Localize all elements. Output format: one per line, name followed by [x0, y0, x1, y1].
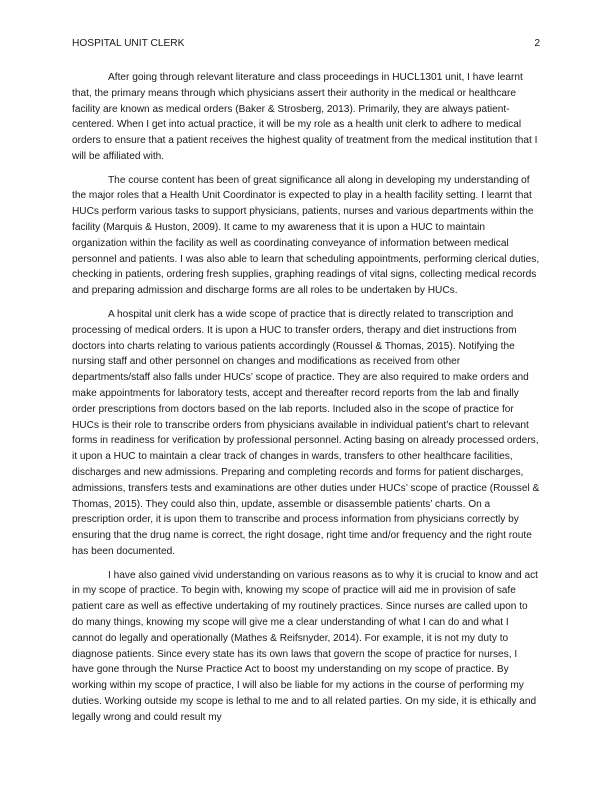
paragraph-1: After going through relevant literature and class proceedings in HUCL1301 unit, I have learnt that, the primary means through which physicians assert their authority in the medical or healthcare facility are known as medical orders (Baker & Strosberg, 2013). Primarily, they are always patient-centered. When I get into actual practice, it will be my role as a health unit clerk to adhere to medical orders to ensure that a patient receives the highest quality of treatment from the medical institution that I will be affiliated with.: [72, 72, 538, 162]
paragraph-2: The course content has been of great significance all along in developing my understanding of the major roles that a Health Unit Coordinator is expected to play in a health facility setting. I learnt that HUCs perform various tasks to support physicians, patients, nurses and various departments within the facility (Marquis & Huston, 2009). It came to my awareness that it is upon a HUC to maintain organization within the facility as well as coordinating conveyance of information between medical personnel and patients. I was also able to learn that scheduling appointments, performing clerical duties, checking in patients, ordering fresh supplies, graphing readings of vital signs, collecting medical records and preparing admission and discharge forms are all roles to be undertaken by HUCs.: [72, 174, 540, 297]
running-head-title: HOSPITAL UNIT CLERK: [72, 38, 185, 49]
paragraph-4: I have also gained vivid understanding on various reasons as to why it is crucial to know and act in my scope of practice. To begin with, knowing my scope of practice will aid me in provision of safe patient care as well as effective undertaking of my routinely practices. Since nurses are called upon to do many things, knowing my scope will give me a clear understanding of what I can do and what I cannot do legally and operationally (Mathes & Reifsnyder, 2014). For example, it is not my duty to diagnose patients. Since every state has its own laws that govern the scope of practice for nurses, I have gone through the Nurse Practice Act to boost my understanding on my scope of practice. By working within my scope of practice, I will also be liable for my actions in the course of performing my duties. Working outside my scope is lethal to me and to all related parties. On my side, it is ethically and legally wrong and could result my: [72, 569, 538, 723]
running-head: [72, 37, 540, 51]
document-body: [72, 70, 541, 733]
page-number: 2: [534, 38, 540, 49]
paragraph-3: A hospital unit clerk has a wide scope of practice that is directly related to transcription and processing of medical orders. It is upon a HUC to transfer orders, therapy and diet instructions from doctors into charts relating to various patients accordingly (Roussel & Thomas, 2015). Notifying the nursing staff and other personnel on changes and modifications as received from other departments/staff also falls under HUCs’ scope of practice. They are also required to make orders and make appointments for laboratory tests, accept and thereafter record reports from the lab and finally order prescriptions from doctors based on the lab reports. Included also in the scope of practice for HUCs is their role to transcribe orders from physicians available in individual patient’s chart to relevant forms in readiness for verification by professional personnel. Acting basing on already processed orders, it upon a HUC to maintain a clear track of changes in wards, transfers to other healthcare facilities, discharges and new admissions. Preparing and completing records and forms for patient discharges, admissions, transfers tests and examinations are other duties under HUCs’ scope of practice (Roussel & Thomas, 2015). They could also thin, update, assemble or disassemble patients’ charts. On a prescription order, it is upon them to transcribe and process information from physicians correctly by ensuring that the drug name is correct, the right dosage, right time and/or frequency and the right route has been documented.: [72, 308, 540, 557]
